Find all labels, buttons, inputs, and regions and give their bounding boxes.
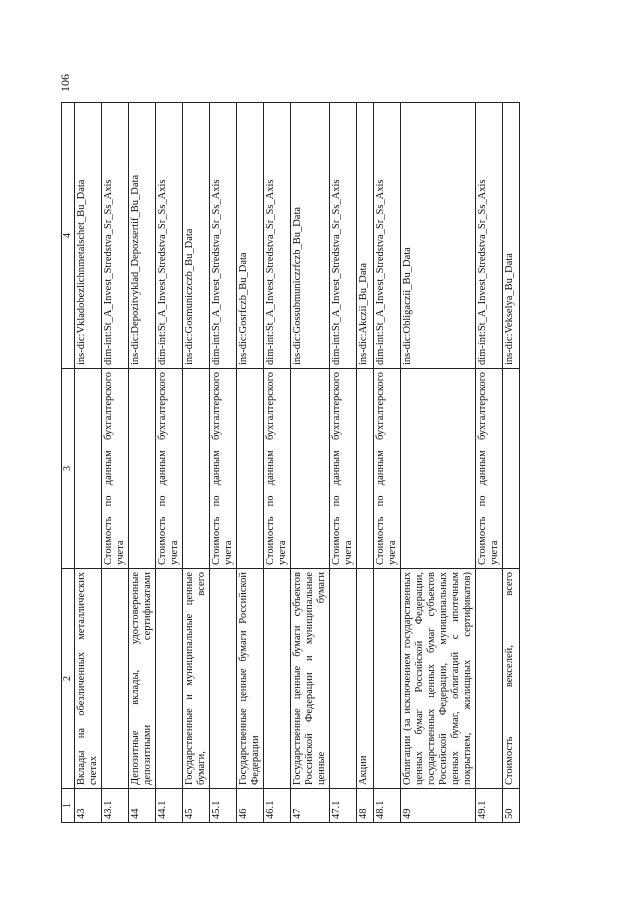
row-name: Акции (357, 569, 374, 789)
row-name (476, 569, 503, 789)
row-name: Государственные и муниципальные ценные бумаги, всего (183, 569, 210, 789)
row-number: 43 (75, 789, 102, 823)
row-code: ins-dic:Obligaczii_Bu_Data (401, 103, 476, 369)
data-table (61, 102, 520, 823)
header-cell: 3 (62, 369, 75, 569)
table-row (291, 103, 330, 823)
row-basis (75, 369, 102, 569)
row-basis (357, 369, 374, 569)
row-number: 48.1 (374, 789, 401, 823)
row-number: 45 (183, 789, 210, 823)
row-basis (503, 369, 520, 569)
table-row (401, 103, 476, 823)
row-basis: Стоимость по данным бухгалтерского учета (156, 369, 183, 569)
row-name (374, 569, 401, 789)
row-number: 47.1 (330, 789, 357, 823)
row-name: Стоимость векселей, всего (503, 569, 520, 789)
row-number: 50 (503, 789, 520, 823)
row-basis: Стоимость по данным бухгалтерского учета (476, 369, 503, 569)
page-number: 106 (58, 74, 72, 92)
row-number: 49 (401, 789, 476, 823)
row-basis: Стоимость по данным бухгалтерского учета (102, 369, 129, 569)
header-cell: 4 (62, 103, 75, 369)
row-number: 46.1 (264, 789, 291, 823)
row-basis (129, 369, 156, 569)
table-row (102, 103, 129, 823)
row-name (264, 569, 291, 789)
row-code: ins-dic:Vekselya_Bu_Data (503, 103, 520, 369)
row-number: 44 (129, 789, 156, 823)
row-code: dim-int:St_A_Invest_Stredstva_Sr_Ss_Axis (330, 103, 357, 369)
row-code: ins-dic:Gosmuniczczb_Bu_Data (183, 103, 210, 369)
row-name (210, 569, 237, 789)
row-code: ins-dic:Depozitvyklad_Depozsertif_Bu_Data (129, 103, 156, 369)
row-basis: Стоимость по данным бухгалтерского учета (264, 369, 291, 569)
row-basis: Стоимость по данным бухгалтерского учета (330, 369, 357, 569)
row-number: 49.1 (476, 789, 503, 823)
header-cell: 2 (62, 569, 75, 789)
row-basis (183, 369, 210, 569)
row-code: dim-int:St_A_Invest_Stredstva_Sr_Ss_Axis (264, 103, 291, 369)
row-name: Вклады на обезличенных металлических счетах (75, 569, 102, 789)
row-basis (237, 369, 264, 569)
table-row (330, 103, 357, 823)
row-code: dim-int:St_A_Invest_Stredstva_Sr_Ss_Axis (156, 103, 183, 369)
row-code: ins-dic:Gossubmuniczrfczb_Bu_Data (291, 103, 330, 369)
row-number: 44.1 (156, 789, 183, 823)
row-basis: Стоимость по данным бухгалтерского учета (210, 369, 237, 569)
row-name (102, 569, 129, 789)
row-name: Облигации (за исключением государственных ценных бумаг Российской Федерации, государственных ценных бумаг субъектов Российской Федерации, муниципальных ценных бумаг, облигаций с ипотечным покрытием, жилищных сертификатов) (401, 569, 476, 789)
table-row (357, 103, 374, 823)
row-name (330, 569, 357, 789)
row-basis (291, 369, 330, 569)
row-number: 47 (291, 789, 330, 823)
row-code: ins-dic:Vkladobezlichnmetalschet_Bu_Data (75, 103, 102, 369)
table-row (264, 103, 291, 823)
table-row (503, 103, 520, 823)
row-number: 46 (237, 789, 264, 823)
row-basis (401, 369, 476, 569)
row-code: ins-dic:Gosrfczb_Bu_Data (237, 103, 264, 369)
rotated-content (58, 74, 579, 823)
header-row (62, 103, 75, 823)
row-name: Депозитные вклады, удостоверенные депозитными сертификатами (129, 569, 156, 789)
table-row (374, 103, 401, 823)
row-basis: Стоимость по данным бухгалтерского учета (374, 369, 401, 569)
table-row (129, 103, 156, 823)
row-code: dim-int:St_A_Invest_Stredstva_Sr_Ss_Axis (476, 103, 503, 369)
table-row (237, 103, 264, 823)
table-row (156, 103, 183, 823)
row-code: dim-int:St_A_Invest_Stredstva_Sr_Ss_Axis (210, 103, 237, 369)
row-number: 43.1 (102, 789, 129, 823)
table-row (210, 103, 237, 823)
row-name (156, 569, 183, 789)
row-code: ins-dic:Akczii_Bu_Data (357, 103, 374, 369)
header-cell: 1 (62, 789, 75, 823)
table-row (476, 103, 503, 823)
table-row (183, 103, 210, 823)
row-number: 48 (357, 789, 374, 823)
table-row (75, 103, 102, 823)
row-name: Государственные ценные бумаги Российской Федерации (237, 569, 264, 789)
row-code: dim-int:St_A_Invest_Stredstva_Sr_Ss_Axis (102, 103, 129, 369)
row-name: Государственные ценные бумаги субъектов Российской Федерации и муниципальные ценные бумаги (291, 569, 330, 789)
row-number: 45.1 (210, 789, 237, 823)
row-code: dim-int:St_A_Invest_Stredstva_Sr_Ss_Axis (374, 103, 401, 369)
